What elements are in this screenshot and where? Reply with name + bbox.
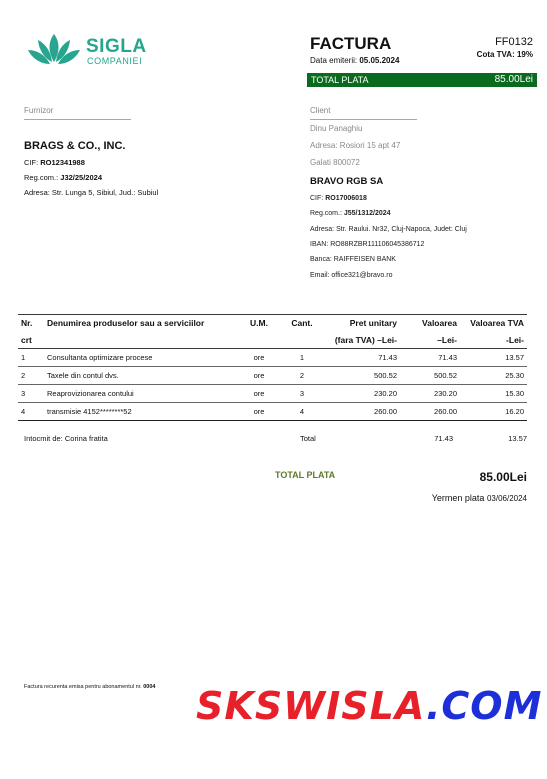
payment-total-value: 85.00Lei: [479, 470, 527, 484]
row-vat: 13.57: [460, 349, 527, 367]
client-iban: IBAN: RO88RZBR111106045386712: [310, 241, 425, 248]
total-bar-value: 85.00Lei: [494, 74, 533, 85]
row-price: 500.52: [320, 367, 400, 385]
summary-total-value: 71.43: [434, 434, 453, 443]
row-vat: 25.30: [460, 367, 527, 385]
vat-rate-value: 19%: [516, 50, 533, 59]
client-contact-city: Galati 800072: [310, 158, 360, 167]
row-price: 230.20: [320, 385, 400, 403]
items-table: [18, 314, 527, 421]
payment-due-date: 03/06/2024: [486, 494, 527, 503]
row-value: 230.20: [400, 385, 460, 403]
row-price: 260.00: [320, 403, 400, 421]
invoice-number: FF0132: [495, 36, 533, 48]
supplier-reg-value: J32/25/2024: [60, 173, 102, 182]
client-reg-label: Reg.com.:: [310, 210, 342, 217]
footer-note-text: Factura recurenta emisa pentru abonamentul nr.: [24, 684, 142, 690]
table-row: [18, 367, 527, 385]
supplier-section-label: Furnizor: [24, 106, 54, 115]
client-company: BRAVO RGB SA: [310, 176, 384, 187]
col-value: Valoarea: [422, 318, 457, 329]
row-price: 71.43: [320, 349, 400, 367]
company-logo: [26, 30, 156, 70]
payment-due: [432, 493, 527, 503]
supplier-reg: [24, 173, 102, 182]
invoice-date-label: Data emiterii:: [310, 56, 358, 65]
watermark-part1: SKSWISLA: [196, 684, 426, 728]
supplier-cif-value: RO12341988: [40, 158, 85, 167]
row-name: Reaprovizionarea contului: [44, 385, 234, 403]
col-um-sub: [234, 332, 284, 349]
col-qty-sub: [284, 332, 320, 349]
col-price: Pret unitary: [349, 318, 397, 329]
row-qty: 3: [284, 385, 320, 403]
row-qty: 1: [284, 349, 320, 367]
row-qty: 2: [284, 367, 320, 385]
row-vat: 15.30: [460, 385, 527, 403]
watermark-part2: .COM: [425, 684, 543, 728]
row-qty: 4: [284, 403, 320, 421]
client-email: Email: office321@bravo.ro: [310, 272, 393, 279]
footer-note: [24, 684, 156, 690]
supplier-reg-label: Reg.com.:: [24, 173, 59, 182]
supplier-address: Adresa: Str. Lunga 5, Sibiul, Jud.: Subiul: [24, 188, 159, 197]
row-um: ore: [234, 367, 284, 385]
col-name-sub: [44, 332, 234, 349]
summary-total-vat: 13.57: [508, 434, 527, 443]
client-bank: Banca: RAIFFEISEN BANK: [310, 256, 396, 263]
client-cif: [310, 195, 367, 202]
client-reg-value: J55/1312/2024: [343, 210, 391, 217]
row-name: Consultanta optimizare procese: [44, 349, 234, 367]
client-contact-address: Adresa: Rosiori 15 apt 47: [310, 141, 401, 150]
row-nr: 1: [18, 349, 44, 367]
col-um: U.M.: [250, 318, 268, 329]
items-table-header: [18, 315, 527, 349]
client-contact-name: Dinu Panaghiu: [310, 124, 363, 133]
logo-sub-text: COMPANIEI: [87, 56, 143, 66]
row-um: ore: [234, 403, 284, 421]
total-bar-label: TOTAL PLATA: [311, 75, 369, 85]
invoice-vat-rate: [477, 50, 533, 59]
supplier-cif: [24, 158, 85, 167]
payment-total-label: TOTAL PLATA: [275, 470, 336, 480]
row-name: Taxele din contul dvs.: [44, 367, 234, 385]
supplier-name: BRAGS & CO., INC.: [24, 140, 126, 152]
lotus-icon: [26, 32, 82, 68]
supplier-divider: [24, 119, 131, 120]
table-row: [18, 349, 527, 367]
supplier-cif-label: CIF:: [24, 158, 39, 167]
col-value-sub: –Lei-: [437, 334, 457, 345]
client-cif-value: RO17006018: [325, 195, 367, 202]
invoice-title: FACTURA: [310, 34, 392, 53]
client-reg: [310, 210, 391, 217]
col-price-sub: (fara TVA) –Lei-: [334, 334, 397, 345]
summary-total-label: Total: [300, 434, 316, 443]
col-qty: Cant.: [291, 318, 313, 329]
client-section-label: Client: [310, 106, 331, 115]
payment-due-label: Yermen plata: [431, 493, 485, 503]
invoice-date-value: 05.05.2024: [359, 56, 400, 65]
row-value: 500.52: [400, 367, 460, 385]
footer-note-number: 0004: [143, 684, 156, 690]
row-value: 71.43: [400, 349, 460, 367]
logo-main-text: SIGLA: [86, 36, 147, 57]
col-name: Denumirea produselor sau a serviciilor: [47, 318, 205, 329]
row-nr: 3: [18, 385, 44, 403]
client-address: Adresa: Str. Raului. Nr32, Cluj-Napoca, Judet: Cluj: [310, 226, 467, 233]
invoice-date: [310, 56, 399, 65]
row-value: 260.00: [400, 403, 460, 421]
table-row: [18, 385, 527, 403]
table-row: [18, 403, 527, 421]
row-name: transmisie 4152********52: [44, 403, 234, 421]
watermark: [196, 684, 542, 728]
row-um: ore: [234, 385, 284, 403]
prepared-by: Intocmit de: Corina fratita: [24, 434, 108, 443]
row-vat: 16.20: [460, 403, 527, 421]
col-vat: Valoarea TVA: [470, 318, 524, 329]
col-nr-sub: crt: [21, 334, 32, 345]
total-bar: [307, 73, 537, 87]
client-cif-label: CIF:: [310, 195, 324, 202]
col-vat-sub: -Lei-: [506, 334, 524, 345]
col-nr: Nr.: [21, 318, 33, 329]
row-nr: 2: [18, 367, 44, 385]
row-um: ore: [234, 349, 284, 367]
row-nr: 4: [18, 403, 44, 421]
vat-rate-label: Cota TVA:: [476, 50, 515, 59]
client-divider: [310, 119, 417, 120]
